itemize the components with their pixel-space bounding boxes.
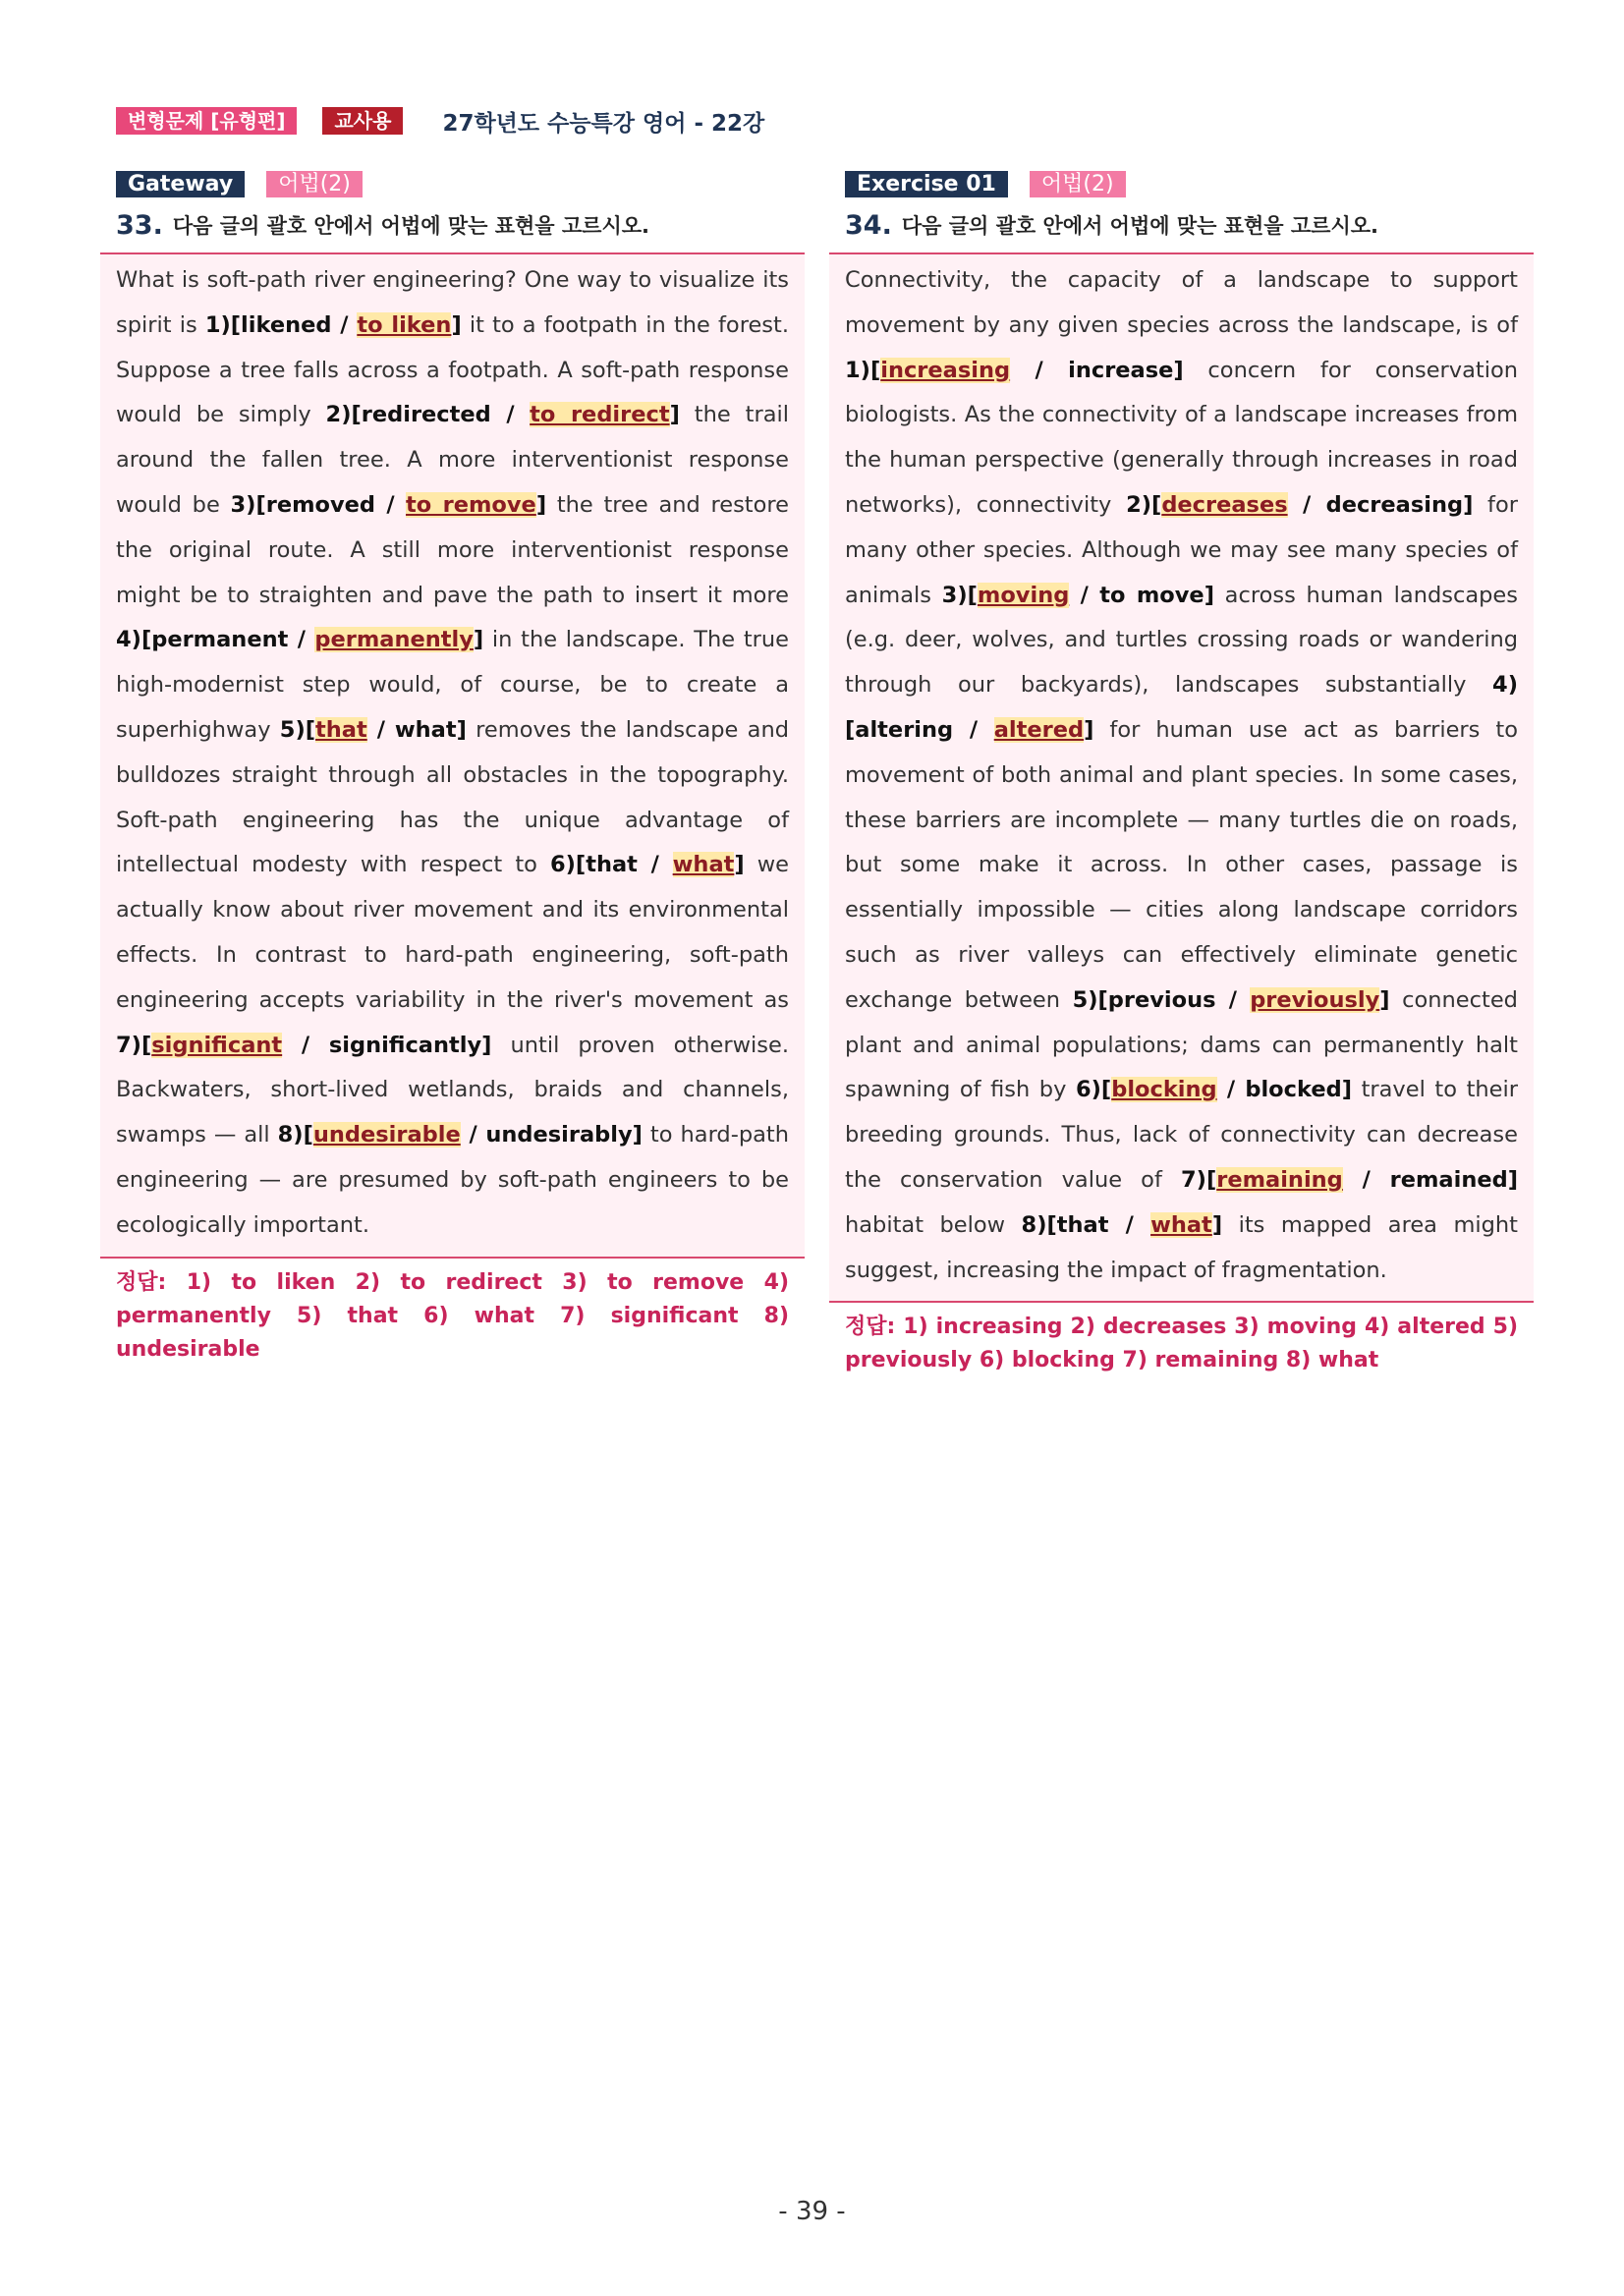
blank-6: 6)[blocking / blocked] — [1075, 1077, 1352, 1103]
answer-4: altered — [993, 716, 1085, 743]
question-header — [100, 207, 805, 243]
question-instruction: 다음 글의 괄호 안에서 어법에 맞는 표현을 고르시오. — [172, 214, 650, 238]
question-instruction: 다음 글의 괄호 안에서 어법에 맞는 표현을 고르시오. — [901, 214, 1379, 238]
section-badge: Gateway — [116, 171, 245, 197]
answer-key: 정답: 1) to liken 2) to redirect 3) to remove 4) permanently 5) that 6) what 7) significant 8) undesirable — [116, 1269, 789, 1362]
section-tags — [100, 171, 805, 197]
passage-text: it to a footpath in the forest. Suppose a tree falls across a footpath. A soft-path response would be simply — [116, 311, 789, 428]
left-column — [100, 171, 805, 1367]
page-number: - 39 - — [778, 2197, 846, 2226]
blank-5: 5)[previous / previously] — [1072, 986, 1390, 1013]
passage-text: What is soft-path river engineering? One way to visualize its spirit is — [116, 267, 789, 338]
answer-8: undesirable — [312, 1122, 461, 1148]
right-column — [829, 171, 1534, 1377]
answer-2: decreases — [1161, 491, 1288, 518]
passage-text: its mapped area might suggest, increasing the impact of fragmentation. — [845, 1211, 1518, 1283]
answer-2: to redirect — [530, 402, 670, 428]
question-type-badge: 어법(2) — [266, 171, 363, 197]
section-badge: Exercise 01 — [845, 171, 1008, 197]
answer-7: remaining — [1216, 1166, 1343, 1193]
question-header — [829, 207, 1534, 243]
answer-5: previously — [1250, 986, 1380, 1013]
blank-4: 4)[permanent / permanently] — [116, 627, 484, 653]
passage-text: in the landscape. The true high-modernist step would, of course, be to create a superhighway — [116, 627, 790, 743]
question-type-badge: 어법(2) — [1030, 171, 1126, 197]
answer-4: permanently — [314, 627, 474, 653]
passage — [100, 252, 805, 1259]
passage-text: for human use act as barriers to movement of both animal and plant species. In some cases, these barriers are incomplete — many turtles die on roads, but some make it across. In other cases, passage is essentially impossible — cities along landscape corridors such as river valleys can effectively eliminate genetic exchange between — [845, 716, 1518, 1013]
passage-text: habitat below — [845, 1211, 1022, 1238]
page-title: 27학년도 수능특강 영어 - 22강 — [442, 110, 765, 137]
passage-text: the tree and restore the original route. A still more interventionist response might be to straighten and pave the path to insert it more — [116, 491, 789, 608]
page-header — [116, 106, 764, 136]
passage-text: we actually know about river movement and its environmental effects. In contrast to hard-path engineering, soft-path engineering accepts variability in the river's movement as — [116, 852, 789, 1013]
blank-2: 2)[decreases / decreasing] — [1126, 491, 1474, 518]
blank-8: 8)[that / what] — [1021, 1211, 1223, 1238]
answer-3: to remove — [406, 491, 536, 518]
blank-7: 7)[remaining / remained] — [1181, 1166, 1518, 1193]
passage-text: concern for conservation biologists. As the connectivity of a landscape increases from the human perspective (generally through increases in road networks), connectivity — [845, 357, 1518, 518]
answer-5: that — [315, 716, 367, 743]
answer-1: to liken — [357, 311, 452, 338]
blank-8: 8)[undesirable / undesirably] — [277, 1122, 643, 1148]
blank-3: 3)[moving / to move] — [941, 582, 1214, 608]
answer-1: increasing — [880, 357, 1011, 383]
passage-text: to hard-path engineering — are presumed by soft-path engineers to be ecologically important. — [116, 1122, 789, 1238]
passage-text: Connectivity, the capacity of a landscape to support movement by any given species across the landscape, is of — [845, 267, 1518, 338]
answer-7: significant — [151, 1032, 283, 1058]
passage-text: the trail around the fallen tree. A more interventionist response would be — [116, 402, 789, 518]
teacher-badge: 교사용 — [322, 107, 403, 135]
passage — [829, 252, 1534, 1303]
answer-8: what — [1150, 1211, 1212, 1238]
blank-4: 4)[altering / altered] — [845, 672, 1518, 743]
blank-3: 3)[removed / to remove] — [230, 491, 547, 518]
passage-text: removes the landscape and bulldozes straight through all obstacles in the topography. Soft-path engineering has the unique advantage of intellectual modesty with respect to — [116, 716, 789, 878]
blank-6: 6)[that / what] — [549, 852, 745, 878]
blank-1: 1)[likened / to liken] — [204, 311, 462, 338]
answer-6: what — [672, 852, 735, 878]
answer-3: moving — [977, 582, 1070, 608]
blank-2: 2)[redirected / to redirect] — [325, 402, 680, 428]
question-number: 33. — [116, 209, 163, 241]
blank-1: 1)[increasing / increase] — [845, 357, 1184, 383]
section-tags — [829, 171, 1534, 197]
passage-text: connected plant and animal populations; dams can permanently halt spawning of fish by — [845, 986, 1518, 1103]
answer-key: 정답: 1) increasing 2) decreases 3) moving 4) altered 5) previously 6) blocking 7) remaining 8) what — [845, 1315, 1518, 1373]
answer-6: blocking — [1111, 1077, 1217, 1103]
passage-text: for many other species. Although we may see many species of animals — [845, 491, 1518, 608]
passage-text: across human landscapes (e.g. deer, wolves, and turtles crossing roads or wandering through our backyards), landscapes substantially — [845, 582, 1518, 699]
passage-text: travel to their breeding grounds. Thus, lack of connectivity can decrease the conservation value of — [845, 1077, 1519, 1193]
question-number: 34. — [845, 209, 892, 241]
blank-5: 5)[that / what] — [279, 716, 467, 743]
type-badge: 변형문제 [유형편] — [116, 107, 297, 135]
blank-7: 7)[significant / significantly] — [116, 1032, 492, 1058]
passage-text: until proven otherwise. Backwaters, short-lived wetlands, braids and channels, swamps — all — [116, 1032, 789, 1148]
